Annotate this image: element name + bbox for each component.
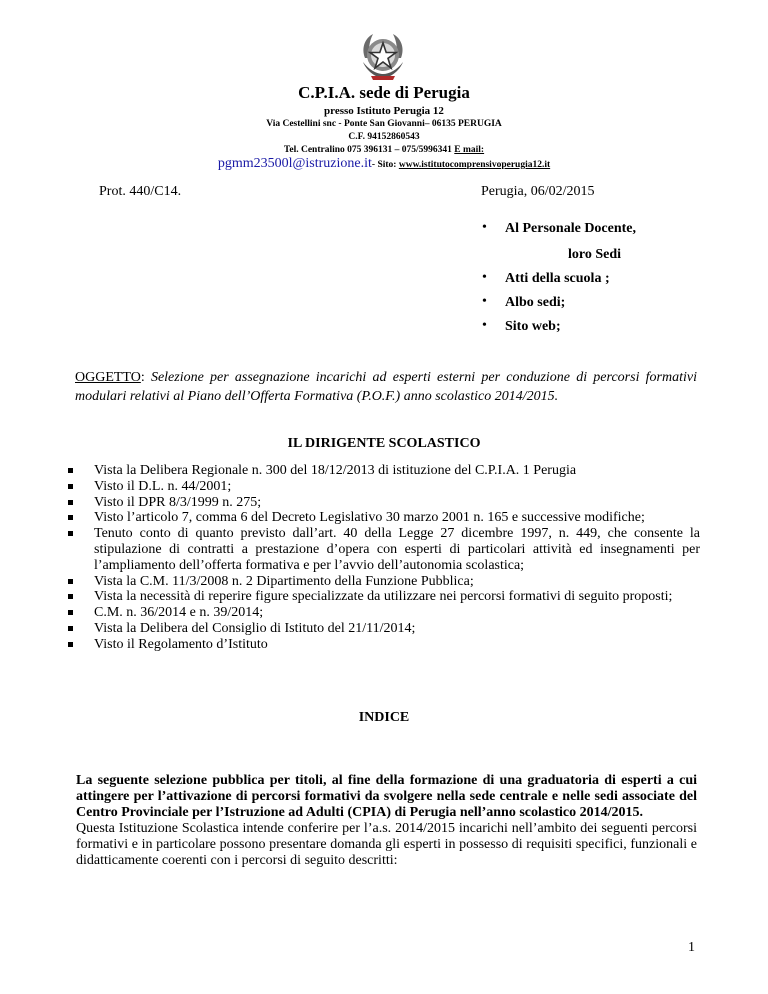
square-bullet-icon xyxy=(68,610,73,615)
protocol-number: Prot. 440/C14. xyxy=(99,184,182,199)
square-bullet-icon xyxy=(68,500,73,505)
bullet-dot: • xyxy=(482,294,487,309)
email-label: E mail: xyxy=(454,145,485,155)
italian-republic-emblem-icon xyxy=(355,28,411,82)
recipient-teachers-sub: loro Sedi xyxy=(568,247,622,262)
subject-paragraph: OGGETTO: Selezione per assegnazione incarichi ad esperti esterni per conduzione di percorsi formativi modulari relativi al Piano dell’Offerta Formativa (P.O.F.) anno scolastico 2014/2015. xyxy=(75,370,697,404)
list-item: Vista la C.M. 11/3/2008 n. 2 Dipartimento della Funzione Pubblica; xyxy=(68,574,700,590)
list-item: Tenuto conto di quanto previsto dall’art. 40 della Legge 27 dicembre 1997, n. 449, che consente la stipulazione di contratti a prestazione d’opera con esperti di particolari attività ed insegnamenti per l’ampliamento dell’offerta formativa e per l’avvio dell’autonomia scolastica; xyxy=(68,526,700,573)
list-item: Vista la Delibera del Consiglio di Istituto del 21/11/2014; xyxy=(68,621,700,637)
site-link[interactable]: www.istitutocomprensivoperugia12.it xyxy=(398,160,551,170)
site-label: - Sito: xyxy=(371,160,397,170)
bullet-dot: • xyxy=(482,270,487,285)
list-item: Visto il DPR 8/3/1999 n. 275; xyxy=(68,495,700,511)
square-bullet-icon xyxy=(68,515,73,520)
school-phone: Tel. Centralino 075 396131 – 075/5996341 xyxy=(283,145,452,155)
intro-text: Questa Istituzione Scolastica intende conferire per l’a.s. 2014/2015 incarichi nell’ambito dei seguenti percorsi formativi e in particolare possono presentare domanda gli esperti in possesso di requisiti specifici, funzionali e didatticamente coerenti con i percorsi di seguito descritti: xyxy=(76,821,697,868)
recipient-website: Sito web; xyxy=(505,319,561,334)
document-date: Perugia, 06/02/2015 xyxy=(481,184,595,199)
premises-list xyxy=(68,463,700,653)
subject-label: OGGETTO xyxy=(75,370,141,385)
list-item: Visto l’articolo 7, comma 6 del Decreto Legislativo 30 marzo 2001 n. 165 e successive modifiche; xyxy=(68,510,700,526)
square-bullet-icon xyxy=(68,484,73,489)
square-bullet-icon xyxy=(68,468,73,473)
list-item: C.M. n. 36/2014 e n. 39/2014; xyxy=(68,605,700,621)
list-item: Visto il Regolamento d’Istituto xyxy=(68,637,700,653)
dirigente-heading: IL DIRIGENTE SCOLASTICO xyxy=(287,436,481,451)
recipient-teachers: Al Personale Docente, xyxy=(505,221,637,236)
email-link[interactable]: pgmm23500l@istruzione.it xyxy=(217,156,372,171)
school-phone-row xyxy=(0,145,768,155)
square-bullet-icon xyxy=(68,594,73,599)
school-title: C.P.I.A. sede di Perugia xyxy=(298,83,470,102)
square-bullet-icon xyxy=(68,531,73,536)
school-tax-code: C.F. 94152860543 xyxy=(348,132,420,142)
contact-row xyxy=(0,156,768,172)
recipient-acts: Atti della scuola ; xyxy=(505,271,610,286)
bullet-dot: • xyxy=(482,318,487,333)
list-item: Vista la necessità di reperire figure specializzate da utilizzare nei percorsi formativi di seguito proposti; xyxy=(68,589,700,605)
subject-text: Selezione per assegnazione incarichi ad esperti esterni per conduzione di percorsi formativi modulari relativi al Piano dell’Offerta Formativa (P.O.F.) anno scolastico 2014/2015. xyxy=(75,370,697,404)
intro-bold-text: La seguente selezione pubblica per titoli, al fine della formazione di una graduatoria di esperti a cui attingere per l’attivazione di percorsi formativi da svolgere nella sede centrale e nelle sedi associate del Centro Provinciale per l’Istruzione ad Adulti (CPIA) di Perugia nell’anno scolastico 2014/2015. xyxy=(76,773,697,820)
square-bullet-icon xyxy=(68,642,73,647)
bullet-dot: • xyxy=(482,220,487,235)
school-address: Via Cestellini snc - Ponte San Giovanni– 06135 PERUGIA xyxy=(266,119,502,129)
page-number: 1 xyxy=(688,940,695,955)
square-bullet-icon xyxy=(68,626,73,631)
square-bullet-icon xyxy=(68,579,73,584)
list-item: Visto il D.L. n. 44/2001; xyxy=(68,479,700,495)
list-item: Vista la Delibera Regionale n. 300 del 18/12/2013 di istituzione del C.P.I.A. 1 Perugia xyxy=(68,463,700,479)
indice-heading: INDICE xyxy=(358,710,410,725)
recipient-albo: Albo sedi; xyxy=(505,295,566,310)
intro-paragraph xyxy=(76,773,697,869)
school-subtitle: presso Istituto Perugia 12 xyxy=(324,105,444,117)
